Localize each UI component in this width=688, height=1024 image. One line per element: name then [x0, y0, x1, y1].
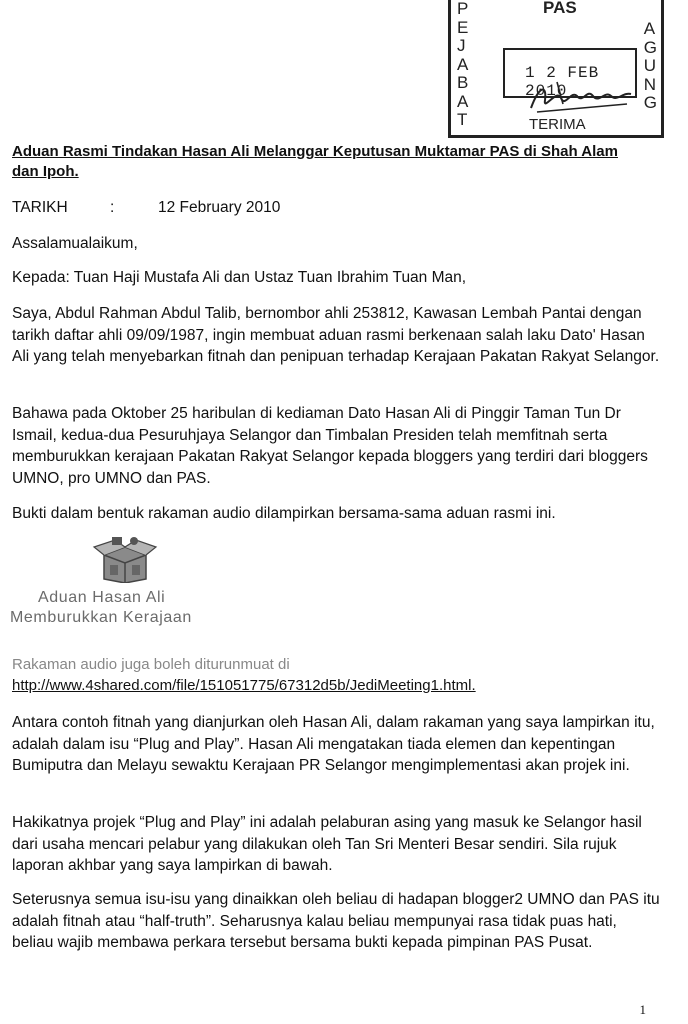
stamp-letter: G	[643, 93, 657, 112]
stamp-left-letters	[457, 0, 468, 130]
stamp-letter: J	[457, 36, 466, 55]
recipient-line: Kepada: Tuan Haji Mustafa Ali dan Ustaz Tuan Ibrahim Tuan Man,	[12, 269, 467, 286]
stamp-letter: B	[457, 73, 469, 92]
receipt-stamp	[448, 0, 664, 138]
paragraph-example: Antara contoh fitnah yang dianjurkan oleh Hasan Ali, dalam rakaman yang saya lampirkan itu, adalah dalam isu “Plug and Play”. Hasan Ali mengatakan tiada elemen dan kepentingan Bumiputra dan Melayu sewaktu Kerajaan PR Selangor mengimplementasi akan projek ini.	[12, 714, 655, 774]
page-number: 1	[639, 1002, 646, 1017]
download-link[interactable]: http://www.4shared.com/file/151051775/67312d5b/JediMeeting1.html.	[12, 677, 476, 694]
attachment-title-line1: Aduan Hasan Ali	[38, 589, 166, 606]
stamp-letter: A	[457, 54, 469, 74]
package-icon	[90, 535, 160, 583]
stamp-letter: E	[457, 17, 469, 37]
stamp-letter: N	[643, 74, 657, 94]
download-note: Rakaman audio juga boleh diturunmuat di	[12, 656, 290, 673]
audio-attachment[interactable]	[10, 535, 250, 630]
stamp-letter: G	[643, 37, 657, 57]
stamp-right-letters	[644, 20, 657, 113]
date-row	[12, 199, 280, 217]
stamp-letter: U	[643, 56, 657, 75]
stamp-letter: A	[643, 19, 656, 38]
paragraph-conclusion: Seterusnya semua isu-isu yang dinaikkan oleh beliau di hadapan blogger2 UMNO dan PAS itu adalah fitnah atau “half-truth”. Seharusnya kalau beliau mempunyai rasa tidak puas hati, beliau wajib membawa perkara tersebut bersama bukti kepada pimpinan PAS Pusat.	[12, 891, 660, 951]
stamp-letter: A	[457, 91, 469, 111]
date-separator: :	[110, 199, 115, 216]
date-value: 12 February 2010	[158, 199, 281, 216]
attachment-title-line2: Memburukkan Kerajaan	[10, 609, 192, 626]
paragraph-facts: Hakikatnya projek “Plug and Play” ini adalah pelaburan asing yang masuk ke Selangor hasil dari usaha mencari pelabur yang dilakukan oleh Tan Sri Menteri Besar sendiri. Sila rujuk laporan akhbar yang saya lampirkan di bawah.	[12, 814, 642, 874]
document-title: Aduan Rasmi Tindakan Hasan Ali Melanggar Keputusan Muktamar PAS di Shah Alam dan Ipoh.	[12, 143, 618, 180]
signature-icon	[527, 78, 637, 118]
stamp-bottom-label: TERIMA	[529, 116, 586, 133]
stamp-date: 1 2 FEB 2010	[525, 64, 600, 100]
stamp-letter: P	[457, 0, 469, 18]
paragraph-evidence: Bukti dalam bentuk rakaman audio dilampirkan bersama-sama aduan rasmi ini.	[12, 505, 556, 522]
paragraph-complainant: Saya, Abdul Rahman Abdul Talib, bernombor ahli 253812, Kawasan Lembah Pantai dengan tarikh daftar ahli 09/09/1987, ingin membuat aduan rasmi berkenaan salah laku Dato' Hasan Ali yang telah menyebarkan fitnah dan penipuan terhadap Kerajaan Pakatan Rakyat Selangor.	[12, 305, 660, 365]
paragraph-incident: Bahawa pada Oktober 25 haribulan di kediaman Dato Hasan Ali di Pinggir Taman Tun Dr Ismail, kedua-dua Pesuruhjaya Selangor dan Timbalan Presiden telah memfitnah serta memburukkan kerajaan Pakatan Rakyat Selangor kepada bloggers yang terdiri dari bloggers UMNO, pro UMNO dan PAS.	[12, 405, 648, 487]
date-label: TARIKH	[12, 199, 68, 216]
stamp-letter: T	[457, 110, 468, 129]
stamp-top-label: PAS	[543, 0, 577, 17]
greeting: Assalamualaikum,	[12, 235, 138, 252]
